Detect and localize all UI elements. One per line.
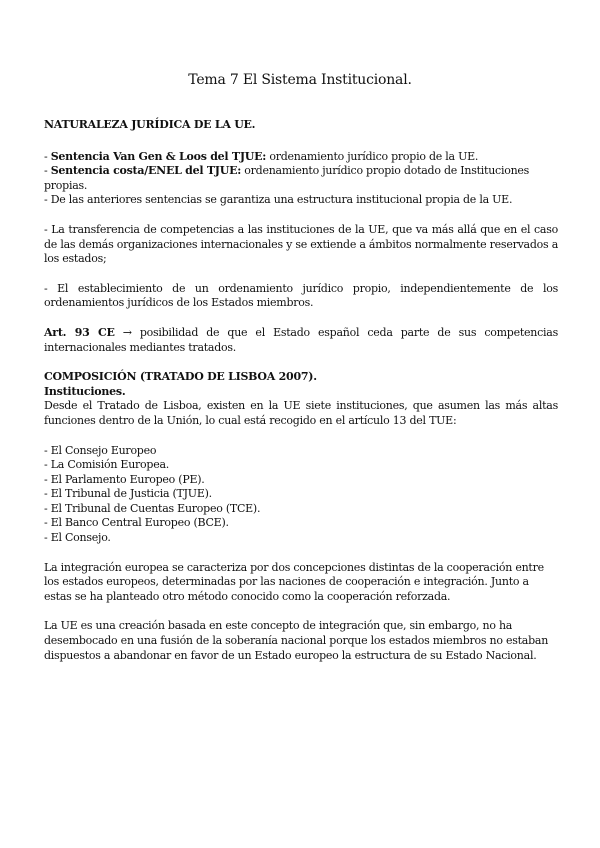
list-item: - El Tribunal de Cuentas Europeo (TCE). (44, 501, 261, 515)
paragraph-intro: Desde el Tratado de Lisboa, existen en la UE siete instituciones, que asumen las más altas funciones dentro de la Unión, lo cual está recogido en el artículo 13 del TUE: (44, 399, 558, 427)
section-heading-composicion (44, 370, 558, 385)
instituciones-list (44, 444, 558, 546)
paragraph-integracion: La integración europea se caracteriza por dos concepciones distintas de la cooperación entre los estados europeos, determinadas por las naciones de cooperación e integración. Junto a estas se ha planteado otro método conocido como la cooperación reforzada. (44, 560, 544, 603)
section-heading-naturaleza (44, 118, 558, 133)
paragraph-transferencia: - La transferencia de competencias a las instituciones de la UE, que va más allá que en el caso de las demás organizaciones internacionales y se extiende a ámbitos normalmente reservados a los estados; (44, 222, 558, 266)
article-ref: Art. 93 CE (44, 325, 115, 339)
list-item: - El Parlamento Europeo (PE). (44, 472, 205, 486)
subheading-instituciones (44, 385, 558, 400)
list-item: - El Tribunal de Justicia (TJUE). (44, 487, 212, 501)
list-item (44, 193, 558, 208)
item-text: ordenamiento jurídico propio dotado de Instituciones propias. (44, 164, 530, 192)
article-text: → posibilidad de que el Estado español ceda parte de sus competencias internacionales mediantes tratados. (44, 325, 558, 354)
paragraph-ordenamiento: - El establecimiento de un ordenamiento jurídico propio, independientemente de los ordenamientos jurídicos de los Estados miembros. (44, 281, 558, 310)
document-body (44, 118, 558, 663)
section-heading-text: NATURALEZA JURÍDICA DE LA UE. (44, 118, 256, 131)
list-item: - La Comisión Europea. (44, 458, 170, 472)
list-item: - El Consejo. (44, 531, 111, 545)
item-bold: Sentencia Van Gen & Loos del TJUE: (50, 149, 267, 163)
list-item (44, 164, 558, 193)
paragraph-art93 (44, 326, 558, 355)
item-text: ordenamiento jurídico propio de la UE. (266, 149, 479, 163)
list-item: - El Banco Central Europeo (BCE). (44, 516, 229, 530)
item-prefix: - (44, 149, 51, 163)
page-title: Tema 7 El Sistema Institucional. (188, 72, 412, 88)
list-item: - El Consejo Europeo (44, 443, 157, 457)
item-prefix: - (44, 164, 51, 178)
section-heading-text: COMPOSICIÓN (TRATADO DE LISBOA 2007). (44, 370, 317, 384)
paragraph-creacion: La UE es una creación basada en este concepto de integración que, sin embargo, no ha desembocado en una fusión de la soberanía nacional porque los estados miembros no estaban dispuestos a abandonar en favor de un Estado europeo la estructura de su Estado Nacional. (44, 619, 549, 662)
subheading-text: Instituciones. (44, 384, 126, 398)
item-text: - De las anteriores sentencias se garantiza una estructura institucional propia de la UE. (44, 193, 513, 207)
item-bold: Sentencia costa/ENEL del TJUE: (50, 164, 242, 178)
sentencia-list (44, 150, 558, 208)
list-item (44, 150, 558, 165)
